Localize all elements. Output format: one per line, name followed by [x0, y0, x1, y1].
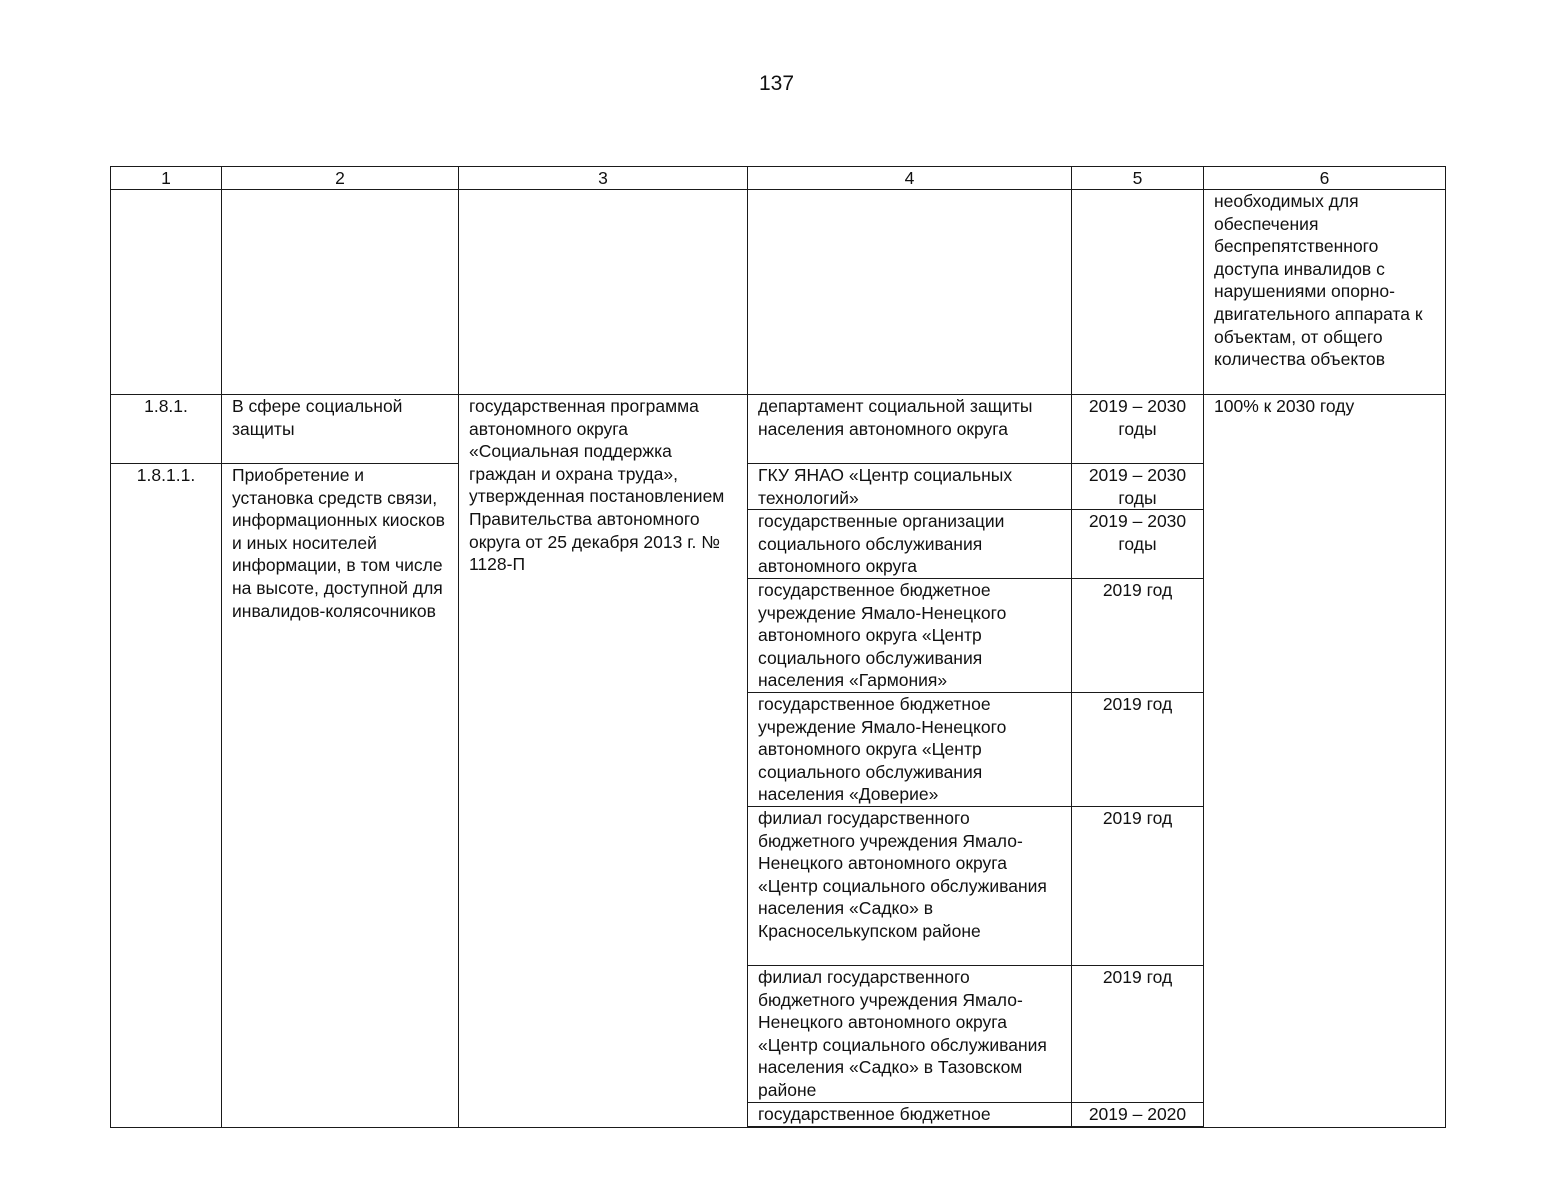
- period-cell-3: 2019 год: [1072, 578, 1204, 692]
- continuation-program-cell: [459, 190, 748, 395]
- continuation-num-cell: [111, 190, 222, 395]
- row-1-8-1-name: В сфере социальной защиты: [222, 395, 459, 464]
- executor-cell-7: государственное бюджетное: [748, 1102, 1072, 1126]
- column-header-1: 1: [111, 167, 222, 190]
- column-header-2: 2: [222, 167, 459, 190]
- continuation-executor-cell: [748, 190, 1072, 395]
- period-cell-2: 2019 – 2030 годы: [1072, 510, 1204, 579]
- measures-table: [110, 166, 1446, 1128]
- period-cell-4: 2019 год: [1072, 692, 1204, 806]
- executor-cell-5: филиал государственного бюджетного учреждения Ямало-Ненецкого автономного округа «Центр социального обслуживания населения «Садко» в Красноселькупском районе: [748, 806, 1072, 965]
- column-header-6: 6: [1204, 167, 1446, 190]
- row-1-8-1-1-name: Приобретение и установка средств связи, информационных киосков и иных носителей информации, в том числе на высоте, доступной для инвалидов-колясочников: [222, 464, 459, 1128]
- period-cell-5: 2019 год: [1072, 806, 1204, 965]
- spacer-cell-a: [748, 1126, 1072, 1127]
- row-1-8-1-1-num: 1.8.1.1.: [111, 464, 222, 1128]
- continuation-period-cell: [1072, 190, 1204, 395]
- column-header-4: 4: [748, 167, 1072, 190]
- table-row-1-8-1: [111, 395, 1446, 464]
- executor-cell-3: государственное бюджетное учреждение Ямало-Ненецкого автономного округа «Центр социального обслуживания населения «Гармония»: [748, 578, 1072, 692]
- column-header-5: 5: [1072, 167, 1204, 190]
- spacer-cell-b: [1072, 1126, 1204, 1127]
- program-cell: государственная программа автономного округа «Социальная поддержка граждан и охрана труда», утвержденная постановлением Правительства автономного округа от 25 декабря 2013 г. № 1128-П: [459, 395, 748, 1128]
- period-cell-1: 2019 – 2030 годы: [1072, 464, 1204, 510]
- page-number: 137: [758, 72, 795, 95]
- executor-cell-1: ГКУ ЯНАО «Центр социальных технологий»: [748, 464, 1072, 510]
- period-cell-6: 2019 год: [1072, 965, 1204, 1102]
- column-header-3: 3: [459, 167, 748, 190]
- executor-cell-6: филиал государственного бюджетного учреждения Ямало-Ненецкого автономного округа «Центр социального обслуживания населения «Садко» в Тазовском районе: [748, 965, 1072, 1102]
- executor-cell-4: государственное бюджетное учреждение Ямало-Ненецкого автономного округа «Центр социального обслуживания населения «Доверие»: [748, 692, 1072, 806]
- period-cell-7: 2019 – 2020: [1072, 1102, 1204, 1126]
- table-row-continuation: [111, 190, 1446, 395]
- row-1-8-1-period: 2019 – 2030 годы: [1072, 395, 1204, 464]
- continuation-indicator-cell: необходимых для обеспечения беспрепятственного доступа инвалидов с нарушениями опорно-двигательного аппарата к объектам, от общего количества объектов: [1204, 190, 1446, 395]
- executor-cell-2: государственные организации социального обслуживания автономного округа: [748, 510, 1072, 579]
- continuation-name-cell: [222, 190, 459, 395]
- row-1-8-1-num: 1.8.1.: [111, 395, 222, 464]
- row-1-8-1-indicator: 100% к 2030 году: [1204, 395, 1446, 1128]
- table-header-row: [111, 167, 1446, 190]
- row-1-8-1-executor: департамент социальной защиты населения автономного округа: [748, 395, 1072, 464]
